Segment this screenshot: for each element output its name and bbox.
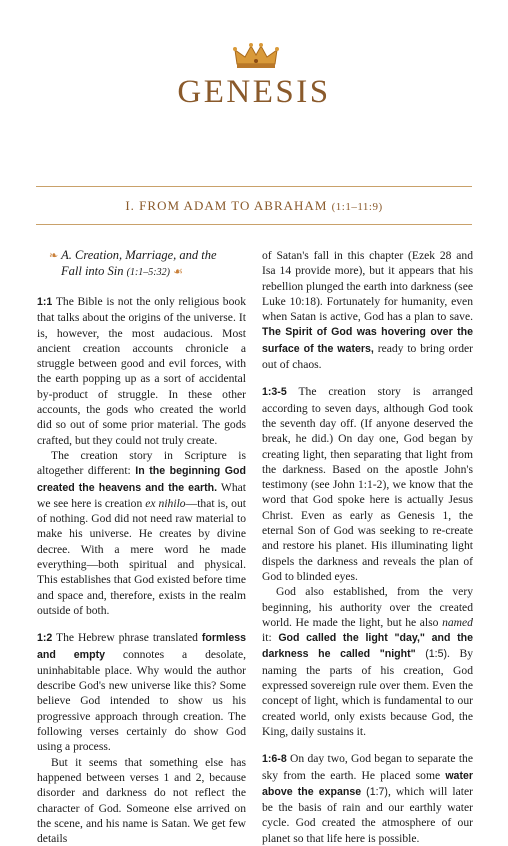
paragraph-text: The Bible is not the only religious book that talks about the origins of the universe. It is, however, the most audacious. Most ancient creation accounts chronicle a struggle between good and evil forces, with the earth popping up as a sort of accidental by-product of struggle. In these other accounts, the gods who created the world did so out of some prior material. The gods crafted, but they could not truly create. bbox=[37, 295, 246, 447]
paragraph-text: God also established, from the very beginning, his authority over the created world. He made the light, but he also bbox=[262, 585, 473, 629]
paragraph-text: connotes a desolate, uninhabitable place. Why would the author describe God's new universe like this? Some believe God intended to show us his progressive approach through creation. The following verses certainly do show God using a process. bbox=[37, 647, 246, 754]
paragraph-text: . By naming the parts of his creation, God expressed sovereign rule over them. Even the concept of light, which is fundamental to our created world, only exists because God, the King, daily sustains it. bbox=[262, 647, 473, 738]
section-rule-bottom bbox=[36, 224, 472, 225]
subsection-title-line1: A. Creation, Marriage, and the bbox=[61, 248, 217, 262]
section-heading bbox=[0, 198, 508, 214]
commentary-paragraph bbox=[262, 751, 473, 846]
subsection-heading bbox=[49, 248, 246, 280]
scripture-quote: The Spirit of God was hovering over the surface of the waters, bbox=[262, 326, 473, 355]
paragraph-text: On day two, God began to separate the sky from the earth. He placed some bbox=[262, 752, 473, 782]
paragraph-text: it: bbox=[262, 631, 272, 645]
emphasis-text: named bbox=[442, 615, 473, 629]
scripture-reference: (1:5) bbox=[425, 648, 448, 661]
paragraph-text: The creation story in Scripture is altogether different: bbox=[37, 448, 246, 478]
subsection-title-line2: Fall into Sin bbox=[61, 264, 124, 278]
commentary-paragraph bbox=[262, 384, 473, 584]
verse-reference: 1:3-5 bbox=[262, 386, 287, 399]
paragraph-text: The Hebrew phrase translated bbox=[56, 631, 198, 645]
emphasis-text: ex nihilo bbox=[145, 496, 186, 510]
fleuron-icon: ❧ bbox=[49, 250, 59, 262]
right-column bbox=[262, 248, 473, 846]
commentary-paragraph bbox=[262, 584, 473, 739]
paragraph-text: What we see here is creation bbox=[37, 480, 246, 510]
commentary-paragraph bbox=[37, 294, 246, 448]
section-rule-top bbox=[36, 186, 472, 187]
commentary-paragraph bbox=[262, 248, 473, 372]
commentary-paragraph bbox=[37, 448, 246, 618]
paragraph-text: —that is, out of nothing. God did not need raw material to make his universe. He creates by divine decree. With a mere word he made everything—both spiritual and physical. This establishes that God existed before time and space and, therefore, exists in the realm outside of both. bbox=[37, 496, 246, 617]
verse-reference: 1:1 bbox=[37, 296, 53, 308]
left-column bbox=[37, 248, 246, 846]
paragraph-text: , which will later be the basis of rain and our earthly water cycle. God created the atmosphere of our planet so that life here is possible. bbox=[262, 784, 473, 845]
fleuron-icon: ☙ bbox=[173, 266, 183, 278]
commentary-paragraph bbox=[37, 630, 246, 754]
commentary-paragraph bbox=[37, 755, 246, 846]
paragraph-text: ready to bring order out of chaos. bbox=[262, 341, 473, 372]
paragraph-text: of Satan's fall in this chapter (Ezek 28 and Isa 14 provide more), but it appears that his rebellion plunged the earth into darkness (see Luke 10:18). Fortunately for humanity, even when Satan is active, God has a plan to save. bbox=[262, 249, 473, 324]
scripture-quote: In the beginning God created the heavens and the earth. bbox=[37, 465, 246, 494]
crown-icon bbox=[233, 42, 279, 70]
book-title: GENESIS bbox=[177, 74, 331, 110]
subsection-reference: (1:1–5:32) bbox=[126, 267, 170, 278]
verse-reference: 1:2 bbox=[37, 632, 53, 645]
scripture-quote: formless and empty bbox=[37, 632, 246, 661]
paragraph-text: The creation story is arranged according to seven days, although God took the seventh day off. (If anyone deserved the break, he did.) On day one, God began by creating light, then separating that light from the darkness. Based on the apostle John's testimony (see John 1:1-2), we know that the word that God spoke here is actually Jesus Christ. Even as early as Genesis 1, the eternal Son of God was seeking to re-create and restore his planet. His illuminating light dispels the darkness and reveals the plan of God to blinded eyes. bbox=[262, 385, 473, 583]
section-title: I. FROM ADAM TO ABRAHAM bbox=[125, 198, 328, 213]
section-reference: (1:1–11:9) bbox=[331, 201, 383, 213]
paragraph-text: But it seems that something else has happened between verses 1 and 2, because disorder and darkness do not reflect the character of God. Someone else arrived on the scene, and his name is Satan. We get few details bbox=[37, 755, 246, 846]
verse-reference: 1:6-8 bbox=[262, 753, 287, 766]
scripture-quote: God called the light "day," and the darkness he called "night" bbox=[262, 632, 473, 661]
scripture-reference: (1:7) bbox=[366, 785, 388, 798]
scripture-quote: water above the expanse bbox=[262, 769, 473, 798]
